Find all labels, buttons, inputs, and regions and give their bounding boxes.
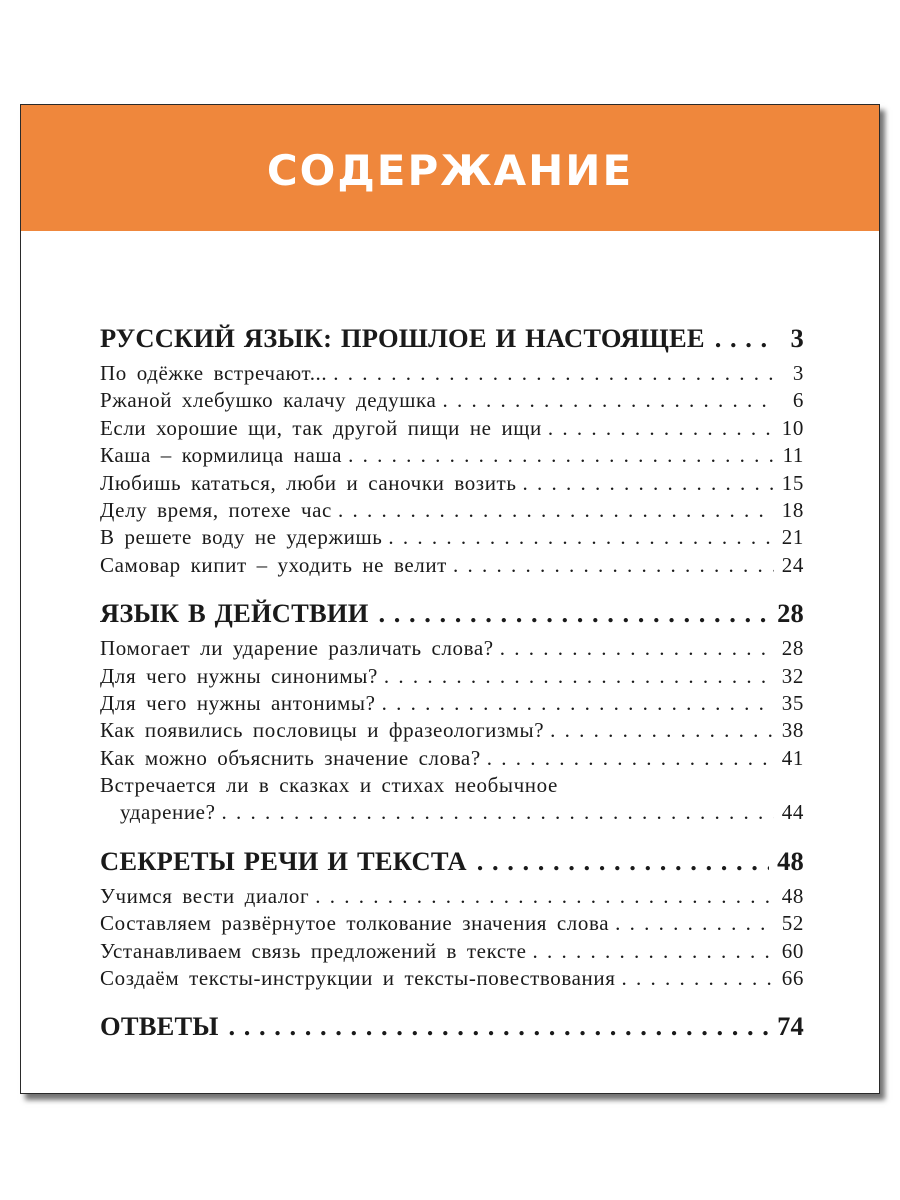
toc-item[interactable] [100, 773, 804, 800]
dot-leader [315, 884, 774, 909]
item-title: Помогает ли ударение различать слова? [100, 636, 494, 661]
page-number: 48 [777, 845, 804, 876]
item-title: Создаём тексты-инструкции и тексты-повествования [100, 966, 616, 991]
page-number: 35 [781, 690, 804, 715]
section-title: СЕКРЕТЫ РЕЧИ И ТЕКСТА [100, 845, 467, 876]
dot-leader [615, 911, 774, 936]
toc-section-heading[interactable] [100, 846, 804, 884]
item-title: Самовар кипит – уходить не велит [100, 552, 447, 577]
page-number: 66 [781, 966, 804, 991]
item-title: Каша – кормилица наша [100, 443, 343, 468]
page-number: 21 [781, 525, 804, 550]
dot-leader [379, 598, 770, 629]
item-title: Устанавливаем связь предложений в тексте [100, 938, 527, 963]
page-title: СОДЕРЖАНИЕ [266, 145, 634, 195]
dot-leader [348, 443, 774, 468]
dot-leader [333, 361, 774, 386]
toc-item[interactable] [100, 746, 804, 773]
dot-leader [548, 416, 774, 441]
toc-section-1 [100, 323, 804, 580]
page-number: 24 [781, 552, 804, 577]
dot-leader [384, 664, 774, 689]
section-title: РУССКИЙ ЯЗЫК: ПРОШЛОЕ И НАСТОЯЩЕЕ [100, 323, 705, 353]
dot-leader [622, 966, 775, 991]
dot-leader [382, 691, 774, 716]
dot-leader [550, 718, 774, 743]
page-number: 48 [781, 883, 804, 908]
page-number: 11 [782, 443, 804, 468]
toc-section-4 [100, 1011, 804, 1049]
item-title: Как можно объяснить значение слова? [100, 745, 481, 770]
item-title: Как появились пословицы и фразеологизмы? [100, 718, 545, 743]
toc-item[interactable] [100, 361, 804, 388]
page-number: 60 [781, 938, 804, 963]
page-number: 74 [777, 1011, 804, 1042]
item-title-continuation: ударение? [120, 800, 216, 825]
toc-item[interactable] [100, 416, 804, 443]
dot-leader [453, 553, 774, 578]
item-title: Составляем развёрнутое толкование значения слова [100, 911, 610, 936]
toc-section-3 [100, 846, 804, 994]
dot-leader [487, 746, 774, 771]
section-title: ОТВЕТЫ [100, 1011, 219, 1042]
dot-leader [477, 846, 769, 877]
header-banner [21, 105, 879, 231]
item-title: Если хорошие щи, так другой пищи не ищи [100, 415, 542, 440]
toc-item[interactable] [100, 636, 804, 663]
dot-leader [533, 939, 774, 964]
page-number: 3 [790, 323, 804, 353]
toc-item-continuation[interactable] [100, 800, 804, 827]
item-title: Учимся вести диалог [100, 883, 310, 908]
dot-leader [500, 636, 774, 661]
page-number: 10 [781, 415, 804, 440]
dot-leader [715, 323, 772, 354]
toc-item[interactable] [100, 525, 804, 552]
dot-leader [388, 525, 774, 550]
item-title: Делу время, потехе час [100, 497, 332, 522]
page-number: 44 [781, 800, 804, 825]
page-number: 38 [781, 718, 804, 743]
dot-leader [442, 388, 774, 413]
toc-section-heading[interactable] [100, 323, 804, 361]
page-number: 52 [781, 911, 804, 936]
dot-leader [222, 800, 774, 825]
page-number: 18 [781, 497, 804, 522]
toc-item[interactable] [100, 664, 804, 691]
toc-item[interactable] [100, 911, 804, 938]
page-number: 28 [777, 598, 804, 629]
item-title: Любишь кататься, люби и саночки возить [100, 470, 517, 495]
toc-item[interactable] [100, 388, 804, 415]
toc-item[interactable] [100, 939, 804, 966]
page-number: 6 [792, 388, 804, 413]
item-title: Встречается ли в сказках и стихах необычное [100, 773, 558, 798]
toc-item[interactable] [100, 471, 804, 498]
dot-leader [338, 498, 774, 523]
toc-page [20, 104, 880, 1094]
dot-leader [523, 471, 775, 496]
item-title: Для чего нужны синонимы? [100, 663, 378, 688]
toc-item[interactable] [100, 884, 804, 911]
item-title: Ржаной хлебушко калачу дедушка [100, 388, 437, 413]
page-number: 3 [792, 361, 804, 385]
toc-section-heading[interactable] [100, 598, 804, 636]
dot-leader [229, 1011, 770, 1042]
toc-item[interactable] [100, 718, 804, 745]
toc-item[interactable] [100, 553, 804, 580]
toc-item[interactable] [100, 443, 804, 470]
item-title: Для чего нужны антонимы? [100, 690, 376, 715]
page-number: 15 [781, 470, 804, 495]
toc-section-2 [100, 598, 804, 828]
item-title: В решете воду не удержишь [100, 525, 383, 550]
item-title: По одёжке встречают... [100, 361, 328, 385]
table-of-contents [100, 323, 804, 1049]
section-title: ЯЗЫК В ДЕЙСТВИИ [100, 598, 369, 629]
toc-section-heading[interactable] [100, 1011, 804, 1049]
page-number: 41 [781, 745, 804, 770]
page-number: 32 [781, 663, 804, 688]
toc-item[interactable] [100, 691, 804, 718]
toc-item[interactable] [100, 498, 804, 525]
page-number: 28 [781, 636, 804, 661]
toc-item[interactable] [100, 966, 804, 993]
